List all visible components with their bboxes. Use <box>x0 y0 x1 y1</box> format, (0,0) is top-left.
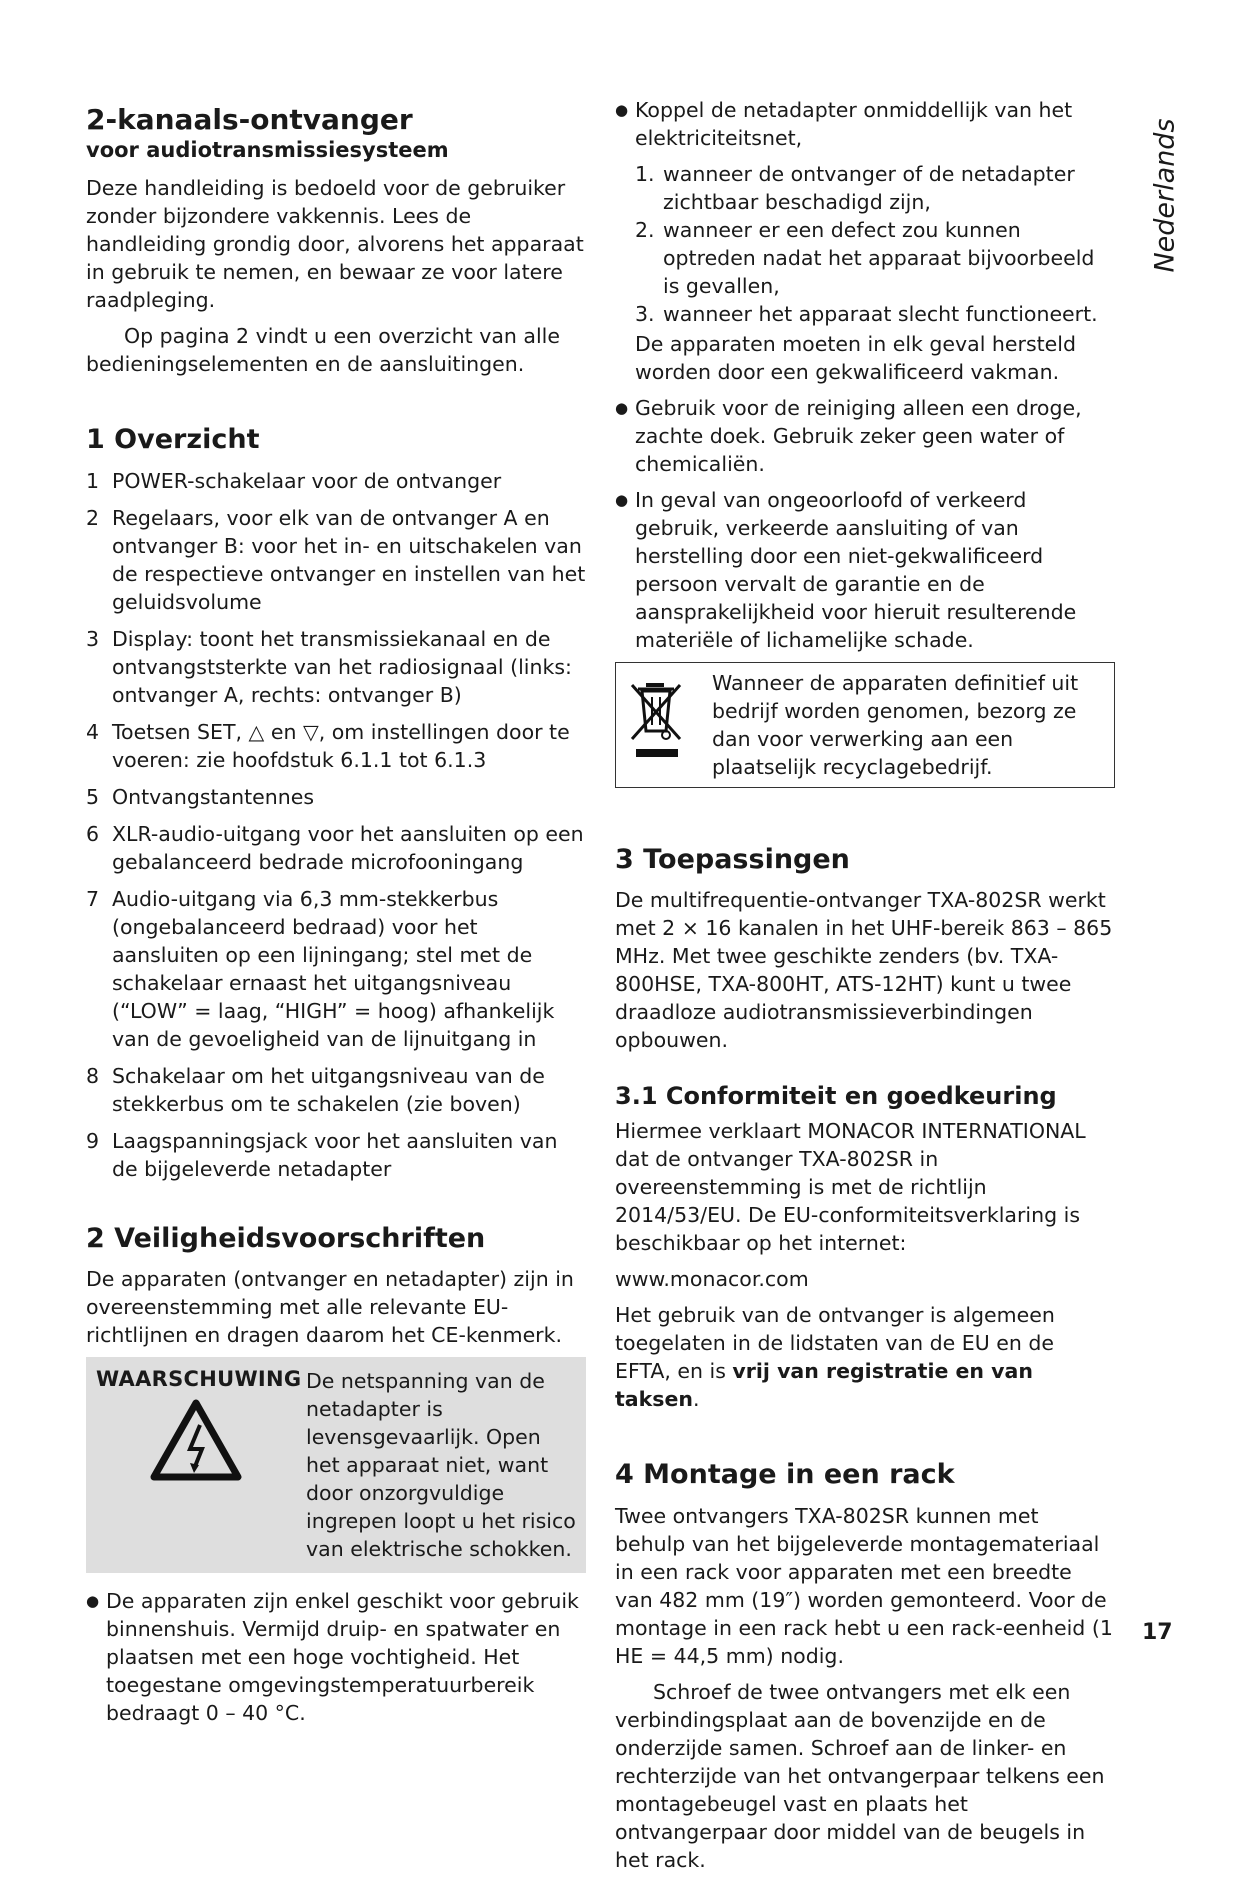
language-side-label <box>1142 100 1188 290</box>
high-voltage-warning-icon <box>150 1399 242 1481</box>
item-text: Toetsen SET, △ en ▽, om instellingen door te voeren: zie hoofdstuk 6.1.1 tot 6.1.3 <box>112 719 570 772</box>
intro-paragraph: Deze handleiding is bedoeld voor de gebruiker zonder bijzondere vakkennis. Lees de handleiding grondig door, alvorens het apparaat in gebruik te nemen, en bewaar ze voor latere raadpleging. <box>86 176 584 313</box>
safety-bullets-right-2 <box>615 394 1115 654</box>
weee-text: Wanneer de apparaten definitief uit bedrijf worden genomen, bezorg ze dan voor verwerking aan een plaatselijk recyclagebedrijf. <box>712 671 1079 779</box>
overview-item <box>86 885 586 1053</box>
item-number: 6 <box>86 821 100 846</box>
left-column <box>86 96 586 1735</box>
approval-text-main: Het gebruik van de ontvanger is algemeen toegelaten in de lidstaten van de EU en de EFTA, en is <box>615 1303 1055 1384</box>
item-number: 2 <box>86 505 100 530</box>
conformity-text: Hiermee verklaart MONACOR INTERNATIONAL dat de ontvanger TXA-802SR in overeenstemming is met de richtlijn 2014/53/EU. De EU-conformiteitsverklaring is beschikbaar op het internet: <box>615 1119 1086 1256</box>
item-number: 8 <box>86 1063 100 1088</box>
overview-list <box>86 467 586 1183</box>
safety-bullets-right <box>615 96 1115 152</box>
rack-paragraph-1: Twee ontvangers TXA-802SR kunnen met behulp van het bijgeleverde montagemateriaal in een rack voor apparaten met een breedte van 482 mm (19″) worden gemonteerd. Voor de montage in een rack hebt u een rack-eenheid (1 HE = 44,5 mm) nodig. <box>615 1503 1113 1668</box>
item-text: Laagspanningsjack voor het aansluiten van de bijgeleverde netadapter <box>112 1128 558 1181</box>
item-text: Display: toont het transmissiekanaal en de ontvangststerkte van het radiosignaal (links: ontvanger A, rechts: ontvanger B) <box>112 626 572 707</box>
repair-note: De apparaten moeten in elk geval hersteld worden door een gekwalificeerd vakman. <box>635 332 1077 384</box>
item-number: 1 <box>86 468 100 493</box>
item-text: Regelaars, voor elk van de ontvanger A en ontvanger B: voor het in- en uitschakelen van de respectieve ontvanger en instellen van het geluidsvolume <box>112 505 586 614</box>
overview-item <box>86 504 586 616</box>
overview-item <box>86 1062 586 1118</box>
condition-item <box>615 300 1115 328</box>
section-3-heading: 3 Toepassingen <box>615 844 850 875</box>
section-4-heading: 4 Montage in een rack <box>615 1459 955 1491</box>
condition-item <box>615 216 1115 300</box>
warning-box <box>86 1357 586 1573</box>
safety-bullet-cleaning: ● Gebruik voor de reiniging alleen een droge, zachte doek. Gebruik zeker geen water of chemicaliën. <box>615 394 1115 478</box>
item-number: 4 <box>86 719 100 744</box>
language-label-text: Nederlands <box>1149 117 1181 273</box>
condition-text: wanneer de ontvanger of de netadapter zichtbaar beschadigd zijn, <box>663 162 1075 214</box>
warning-text: De netspanning van de netadapter is levensgevaarlijk. Open het apparaat niet, want door onzorgvuldige ingrepen loopt u het risico van elektrische schokken. <box>306 1368 576 1561</box>
safety-bullet-warranty: ● In geval van ongeoorloofd of verkeerd gebruik, verkeerde aansluiting of van herstelling door een niet-gekwalificeerd persoon vervalt de garantie en de aansprakelijkheid voor hieruit resulterende materiële of lichamelijke schade. <box>615 486 1115 654</box>
page-number: 17 <box>1142 1620 1173 1645</box>
safety-bullets-left <box>86 1587 586 1727</box>
section-3-1-heading: 3.1 Conformiteit en goedkeuring <box>615 1082 1057 1111</box>
item-number: 3 <box>86 626 100 651</box>
condition-text: wanneer het apparaat slecht functioneert. <box>663 302 1098 326</box>
weee-bin-icon <box>626 669 696 781</box>
approval-text <box>615 1301 1115 1413</box>
item-text: XLR-audio-uitgang voor het aansluiten op een gebalanceerd bedrade microfooningang <box>112 821 584 874</box>
safety-bullet-indoor: ● De apparaten zijn enkel geschikt voor gebruik binnenshuis. Vermijd druip- en spatwater en plaatsen met een hoge vochtigheid. Het toegestane omgevingstemperatuurbereik bedraagt 0 – 40 °C. <box>86 1587 586 1727</box>
item-text: POWER-schakelaar voor de ontvanger <box>112 468 502 493</box>
approval-text-end: . <box>692 1387 700 1412</box>
disconnect-text: Koppel de netadapter onmiddellijk van het elektriciteitsnet, <box>635 98 1073 150</box>
condition-number: 1. <box>635 162 655 186</box>
warning-label: WAARSCHUWING <box>96 1366 302 1391</box>
section-1-heading: 1 Overzicht <box>86 424 260 456</box>
disconnect-conditions <box>615 160 1115 328</box>
intro-paragraph-2: Op pagina 2 vindt u een overzicht van alle bedieningselementen en de aansluitingen. <box>86 324 560 377</box>
right-column <box>615 96 1115 1882</box>
warning-left <box>96 1366 302 1563</box>
item-number: 9 <box>86 1128 100 1153</box>
overview-item <box>86 625 586 709</box>
overview-item <box>86 718 586 774</box>
weee-box <box>615 662 1115 788</box>
item-number: 7 <box>86 886 100 911</box>
item-number: 5 <box>86 784 100 809</box>
item-text: Audio-uitgang via 6,3 mm-stekkerbus (ongebalanceerd bedraad) voor het aansluiten op een lijningang; stel met de schakelaar ernaast het uitgangsniveau (“LOW” = laag, “HIGH” = hoog) afhankelijk van de gevoeligheid van de lijnuitgang in <box>112 886 555 1051</box>
section-2-heading: 2 Veiligheidsvoorschriften <box>86 1222 486 1254</box>
item-text: Ontvangstantennes <box>112 784 315 809</box>
condition-number: 2. <box>635 218 655 242</box>
website-url: www.monacor.com <box>615 1267 809 1292</box>
safety-bullet-disconnect <box>615 96 1115 152</box>
overview-item <box>86 783 586 811</box>
rack-paragraph-2: Schroef de twee ontvangers met elk een verbindingsplaat aan de bovenzijde en de onderzijde samen. Schroef aan de linker- en rechterzijde van het ontvangerpaar telkens een montagebeugel vast en plaats het ontvangerpaar door middel van de beugels in het rack. <box>615 1679 1105 1872</box>
item-text: Schakelaar om het uitgangsniveau van de stekkerbus om te schakelen (zie boven) <box>112 1063 545 1116</box>
applications-text: De multifrequentie-ontvanger TXA-802SR werkt met 2 × 16 kanalen in het UHF-bereik 863 – 865 MHz. Met twee geschikte zenders (bv. TXA-800HSE, TXA-800HT, ATS-12HT) kunt u twee draadloze audiotransmissieverbindingen opbouwen. <box>615 888 1113 1053</box>
condition-item <box>615 160 1115 216</box>
overview-item <box>86 1127 586 1183</box>
overview-item <box>86 467 586 495</box>
document-title: 2-kanaals-ontvanger <box>86 103 413 136</box>
condition-number: 3. <box>635 302 655 326</box>
condition-text: wanneer er een defect zou kunnen optreden nadat het apparaat bijvoorbeeld is gevallen, <box>663 218 1095 298</box>
document-subtitle: voor audiotransmissiesysteem <box>86 138 449 163</box>
safety-intro: De apparaten (ontvanger en netadapter) zijn in overeenstemming met alle relevante EU-richtlijnen en dragen daarom het CE-kenmerk. <box>86 1266 574 1347</box>
approval-text-bold: vrij van registratie en van taksen <box>615 1359 1033 1412</box>
overview-item <box>86 820 586 876</box>
